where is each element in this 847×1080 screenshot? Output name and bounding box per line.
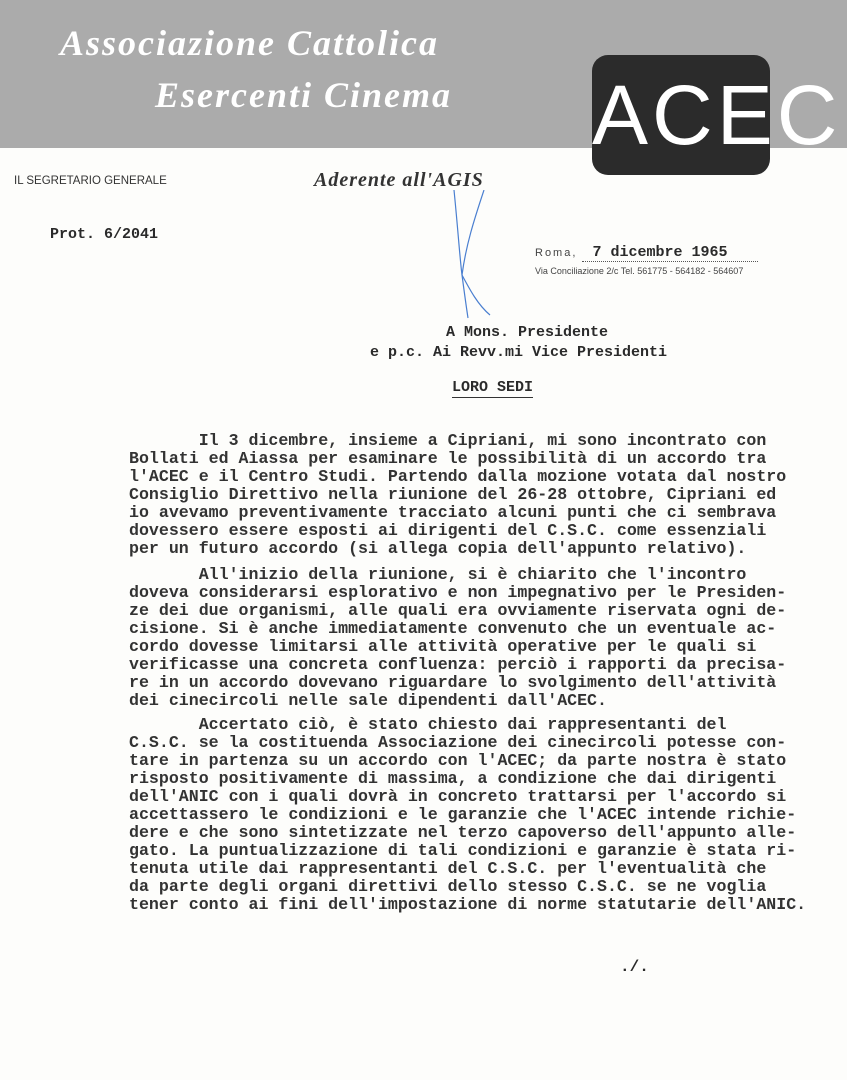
body-line: Il 3 dicembre, insieme a Cipriani, mi sono incontrato con [129, 431, 767, 450]
letterhead-title-line1: Associazione Cattolica [60, 23, 440, 63]
secretary-label: IL SEGRETARIO GENERALE [14, 175, 167, 187]
body-line: verificasse una concreta confluenza: perciò i rapporti da precisa- [129, 655, 787, 674]
date-line [535, 244, 758, 262]
body-line: tenuta utile dai rappresentanti del C.S.C. per l'eventualità che [129, 859, 767, 878]
protocol-number: Prot. 6/2041 [50, 226, 159, 243]
body-line: All'inizio della riunione, si è chiarito che l'incontro [129, 565, 747, 584]
body-line: Consiglio Direttivo nella riunione del 26-28 ottobre, Cipriani ed [129, 485, 777, 504]
body-line: ze dei due organismi, alle quali era ovviamente riservata ogni de- [129, 601, 787, 620]
body-line: Accertato ciò, è stato chiesto dai rappresentanti del [129, 715, 727, 734]
body-line: dere e che sono sintetizzate nel terzo capoverso dell'appunto alle- [129, 823, 797, 842]
body-line: risposto positivamente di massima, a condizione che dai dirigenti [129, 769, 777, 788]
body-line: doveva considerarsi esplorativo e non impegnativo per le Presiden- [129, 583, 787, 602]
body-line: dell'ANIC con i quali dovrà in concreto trattarsi per l'accordo si [129, 787, 787, 806]
recipient-line-2: e p.c. Ai Revv.mi Vice Presidenti [370, 344, 668, 361]
handwritten-signature-mark [452, 190, 502, 320]
body-line: per un futuro accordo (si allega copia dell'appunto relativo). [129, 539, 747, 558]
acec-logo: ACEC [592, 55, 770, 175]
body-paragraph-3 [129, 716, 806, 914]
body-line: accettassero le condizioni e le garanzie che l'ACEC intende richie- [129, 805, 797, 824]
affiliation-label: Aderente all'AGIS [314, 169, 484, 191]
body-line: dovessero essere esposti ai dirigenti del C.S.C. come essenziali [129, 521, 767, 540]
body-line: cordo dovesse limitarsi alle attività operative per le quali si [129, 637, 757, 656]
body-line: re in un accordo dovevano riguardare lo svolgimento dell'attività [129, 673, 777, 692]
letter-date: 7 dicembre 1965 [582, 244, 757, 262]
body-line: gato. La puntualizzazione di tali condizioni e garanzie è stata ri- [129, 841, 797, 860]
body-line: da parte degli organi direttivi dello stesso C.S.C. se ne voglia [129, 877, 767, 896]
body-line: tener conto ai fini dell'impostazione di norme statutarie dell'ANIC. [129, 895, 807, 914]
recipient-line-1: A Mons. Presidente [410, 324, 609, 341]
body-line: l'ACEC e il Centro Studi. Partendo dalla mozione votata dal nostro [129, 467, 787, 486]
body-line: tare in partenza su un accordo con l'ACEC; da parte nostra è stato [129, 751, 787, 770]
body-line: dei cinecircoli nelle sale dipendenti dall'ACEC. [129, 691, 607, 710]
body-line: cisione. Si è anche immediatamente convenuto che un eventuale ac- [129, 619, 777, 638]
body-line: Bollati ed Aiassa per esaminare le possibilità di un accordo tra [129, 449, 767, 468]
body-line: io avevamo preventivamente tracciato alcuni punti che ci sembrava [129, 503, 777, 522]
body-line: C.S.C. se la costituenda Associazione dei cinecircoli potesse con- [129, 733, 787, 752]
letterhead-title-line2: Esercenti Cinema [155, 75, 453, 115]
continuation-mark: ./. [620, 958, 649, 976]
body-paragraph-1 [129, 432, 786, 558]
loro-sedi: LORO SEDI [452, 379, 534, 396]
body-paragraph-2 [129, 566, 786, 710]
address-line: Via Conciliazione 2/c Tel. 561775 - 564182 - 564607 [535, 266, 744, 276]
place-label: Roma, [535, 247, 578, 259]
